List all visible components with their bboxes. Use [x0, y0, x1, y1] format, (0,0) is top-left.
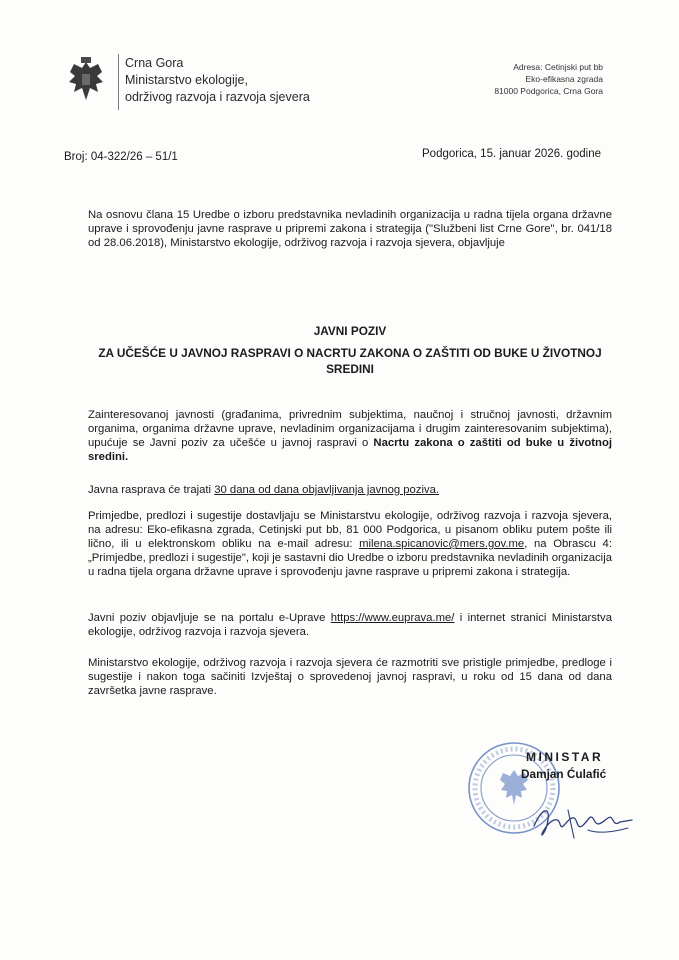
- place-date: Podgorica, 15. januar 2026. godine: [422, 148, 602, 160]
- document-title: JAVNI POZIV: [313, 324, 387, 338]
- euprava-link[interactable]: https://www.euprava.me/: [330, 612, 455, 624]
- institution-line-3: održivog razvoja i razvoja sjevera: [125, 90, 310, 104]
- institution-line-1: Crna Gora: [125, 56, 184, 70]
- duration-value: 30 dana od dana objavljivanja javnog poziva.: [214, 484, 440, 496]
- invitation-text: Zainteresovanoj javnosti (građanima, privrednim subjektima, naučnoj i stručnoj javnosti, državnim organima, organima državne uprave, nevladinim organizacijama i drugim zainteresovanim subjektima), upućuje se Javni poziv za učešće u javnoj raspravi o: [88, 409, 612, 449]
- draft-law-name: Nacrtu zakona o zaštiti od buke u životnoj sredini.: [88, 437, 612, 463]
- publication-text-b: i internet stranici Ministarstva ekologije, održivog razvoja i razvoja sjevera.: [88, 612, 612, 638]
- intro-paragraph: Na osnovu člana 15 Uredbe o izboru predstavnika nevladinih organizacija u radna tijela organa državne uprave i sprovođenju javne rasprave u pripremi zakona i strategija ("Službeni list Crne Gore", br. 041/18 od 28.06.2018), Ministarstvo ekologije, održivog razvoja i razvoja sjevera, objavljuje: [88, 209, 612, 249]
- handwritten-signature-icon: [528, 800, 638, 844]
- report-paragraph: Ministarstvo ekologije, održivog razvoja i razvoja sjevera će razmotriti sve pristigle primjedbe, predloge i sugestije i nakon toga sačiniti Izvještaj o sprovedenoj javnoj raspravi, u roku od 15 dana od dana završetka javne rasprave.: [88, 657, 612, 697]
- signatory-name: Damjan Ćulafić: [521, 767, 607, 781]
- duration-paragraph: [88, 483, 612, 497]
- header-divider: [118, 54, 119, 110]
- publication-paragraph: [88, 611, 612, 639]
- contact-email-link[interactable]: milena.spicanovic@mers.gov.me: [359, 538, 525, 550]
- signatory-title: MINISTAR: [526, 750, 604, 764]
- submission-paragraph: [88, 509, 612, 579]
- reference-number: Broj: 04-322/26 – 51/1: [64, 151, 178, 163]
- submission-text-a: Primjedbe, predlozi i sugestije dostavljaju se Ministarstvu ekologije, održivog razvoja i razvoja sjevera, na adresu: Eko-efikasna zgrada, Cetinjski put bb, 81 000 Podgorica, u pisanom obliku putem pošte ili lično, ili u elektronskom obliku na e-mail adresu:: [88, 510, 612, 550]
- address-line-3: 81000 Podgorica, Crna Gora: [494, 86, 603, 96]
- invitation-paragraph: [88, 408, 612, 464]
- coat-of-arms-icon: [66, 56, 106, 106]
- address-block: [494, 61, 603, 97]
- address-line-1: Adresa: Cetinjski put bb: [513, 62, 603, 72]
- address-line-2: Eko-efikasna zgrada: [525, 74, 603, 84]
- duration-text: Javna rasprava će trajati: [88, 484, 215, 496]
- institution-block: [125, 55, 310, 106]
- submission-text-b: , na Obrascu 4: „Primjedbe, predlozi i sugestije", koji je sastavni dio Uredbe o izboru predstavnika nevladinih organizacija u radna tijela organa državne uprave i sprovođenju javne rasprave u pripremi zakona i strategija.: [88, 538, 612, 578]
- document-subtitle: ZA UČEŠĆE U JAVNOJ RASPRAVI O NACRTU ZAKONA O ZAŠTITI OD BUKE U ŽIVOTNOJ SREDINI: [98, 346, 602, 376]
- publication-text-a: Javni poziv objavljuje se na portalu e-Uprave: [88, 612, 331, 624]
- institution-line-2: Ministarstvo ekologije,: [125, 73, 248, 87]
